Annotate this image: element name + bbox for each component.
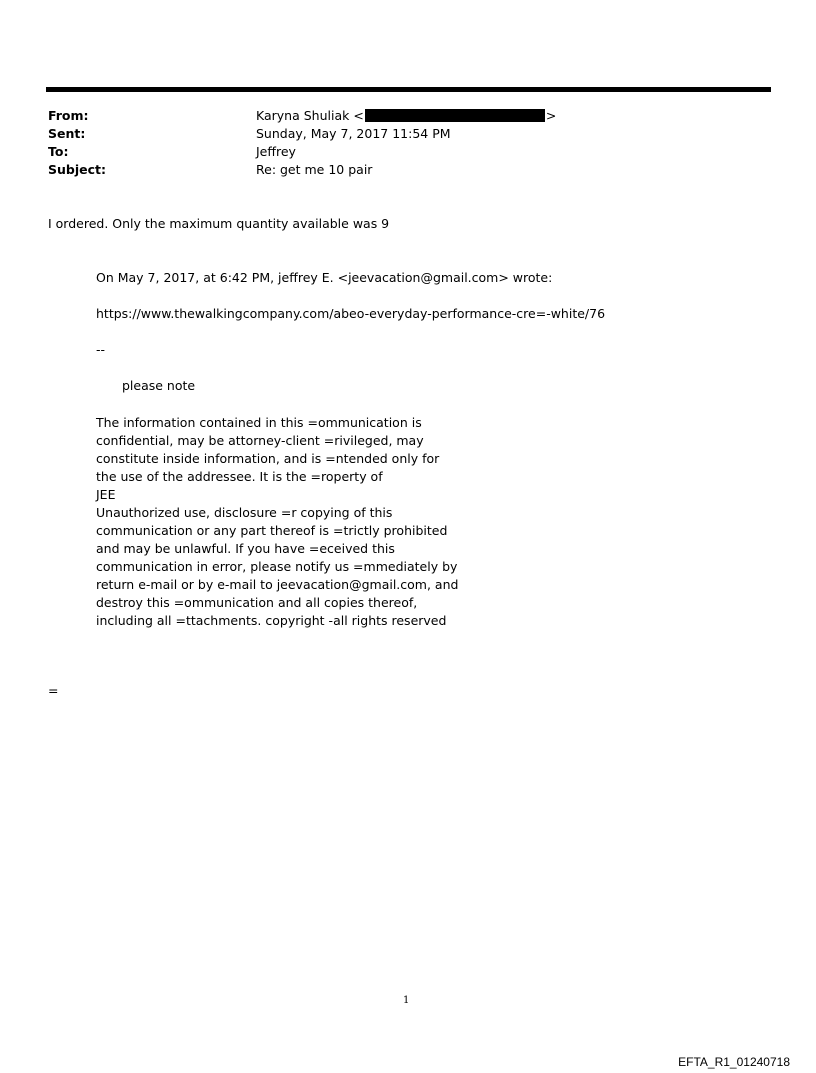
reply-text: I ordered. Only the maximum quantity available was 9: [48, 216, 390, 231]
to-label: To:: [48, 144, 69, 159]
page-number: 1: [403, 995, 410, 1006]
disclaimer-line: constitute inside information, and is =ntended only for: [96, 451, 440, 466]
disclaimer: [96, 414, 459, 630]
disclaimer-line: the use of the addressee. It is the =roperty of: [96, 469, 383, 484]
subject-label: Subject:: [48, 162, 106, 177]
sent-value: Sunday, May 7, 2017 11:54 PM: [256, 126, 451, 141]
quote-intro: On May 7, 2017, at 6:42 PM, jeffrey E. <jeevacation@gmail.com> wrote:: [96, 270, 553, 285]
disclaimer-line: JEE: [96, 487, 116, 502]
disclaimer-line: return e-mail or by e-mail to jeevacation@gmail.com, and: [96, 577, 459, 592]
please-note: please note: [122, 378, 196, 393]
disclaimer-line: Unauthorized use, disclosure =r copying of this: [96, 505, 393, 520]
quoted-link[interactable]: https://www.thewalkingcompany.com/abeo-everyday-performance-cre=-white/76: [96, 306, 606, 321]
from-value: [256, 107, 556, 125]
disclaimer-line: communication or any part thereof is =trictly prohibited: [96, 523, 448, 538]
from-label: From:: [48, 108, 89, 123]
bates-number: EFTA_R1_01240718: [678, 1055, 790, 1069]
sent-label: Sent:: [48, 126, 86, 141]
disclaimer-line: and may be unlawful. If you have =eceived this: [96, 541, 395, 556]
from-name: Karyna Shuliak <: [256, 108, 364, 123]
header-rule: [46, 87, 771, 92]
redaction-bar: [365, 109, 545, 122]
disclaimer-line: including all =ttachments. copyright -all rights reserved: [96, 613, 447, 628]
to-value: Jeffrey: [256, 144, 296, 159]
disclaimer-line: confidential, may be attorney-client =rivileged, may: [96, 433, 424, 448]
subject-value: Re: get me 10 pair: [256, 162, 373, 177]
disclaimer-line: destroy this =ommunication and all copies thereof,: [96, 595, 418, 610]
disclaimer-line: The information contained in this =ommunication is: [96, 415, 422, 430]
trailing-equals: =: [48, 683, 59, 698]
from-end: >: [545, 108, 557, 123]
signature-separator: --: [96, 342, 106, 357]
disclaimer-line: communication in error, please notify us =mmediately by: [96, 559, 458, 574]
